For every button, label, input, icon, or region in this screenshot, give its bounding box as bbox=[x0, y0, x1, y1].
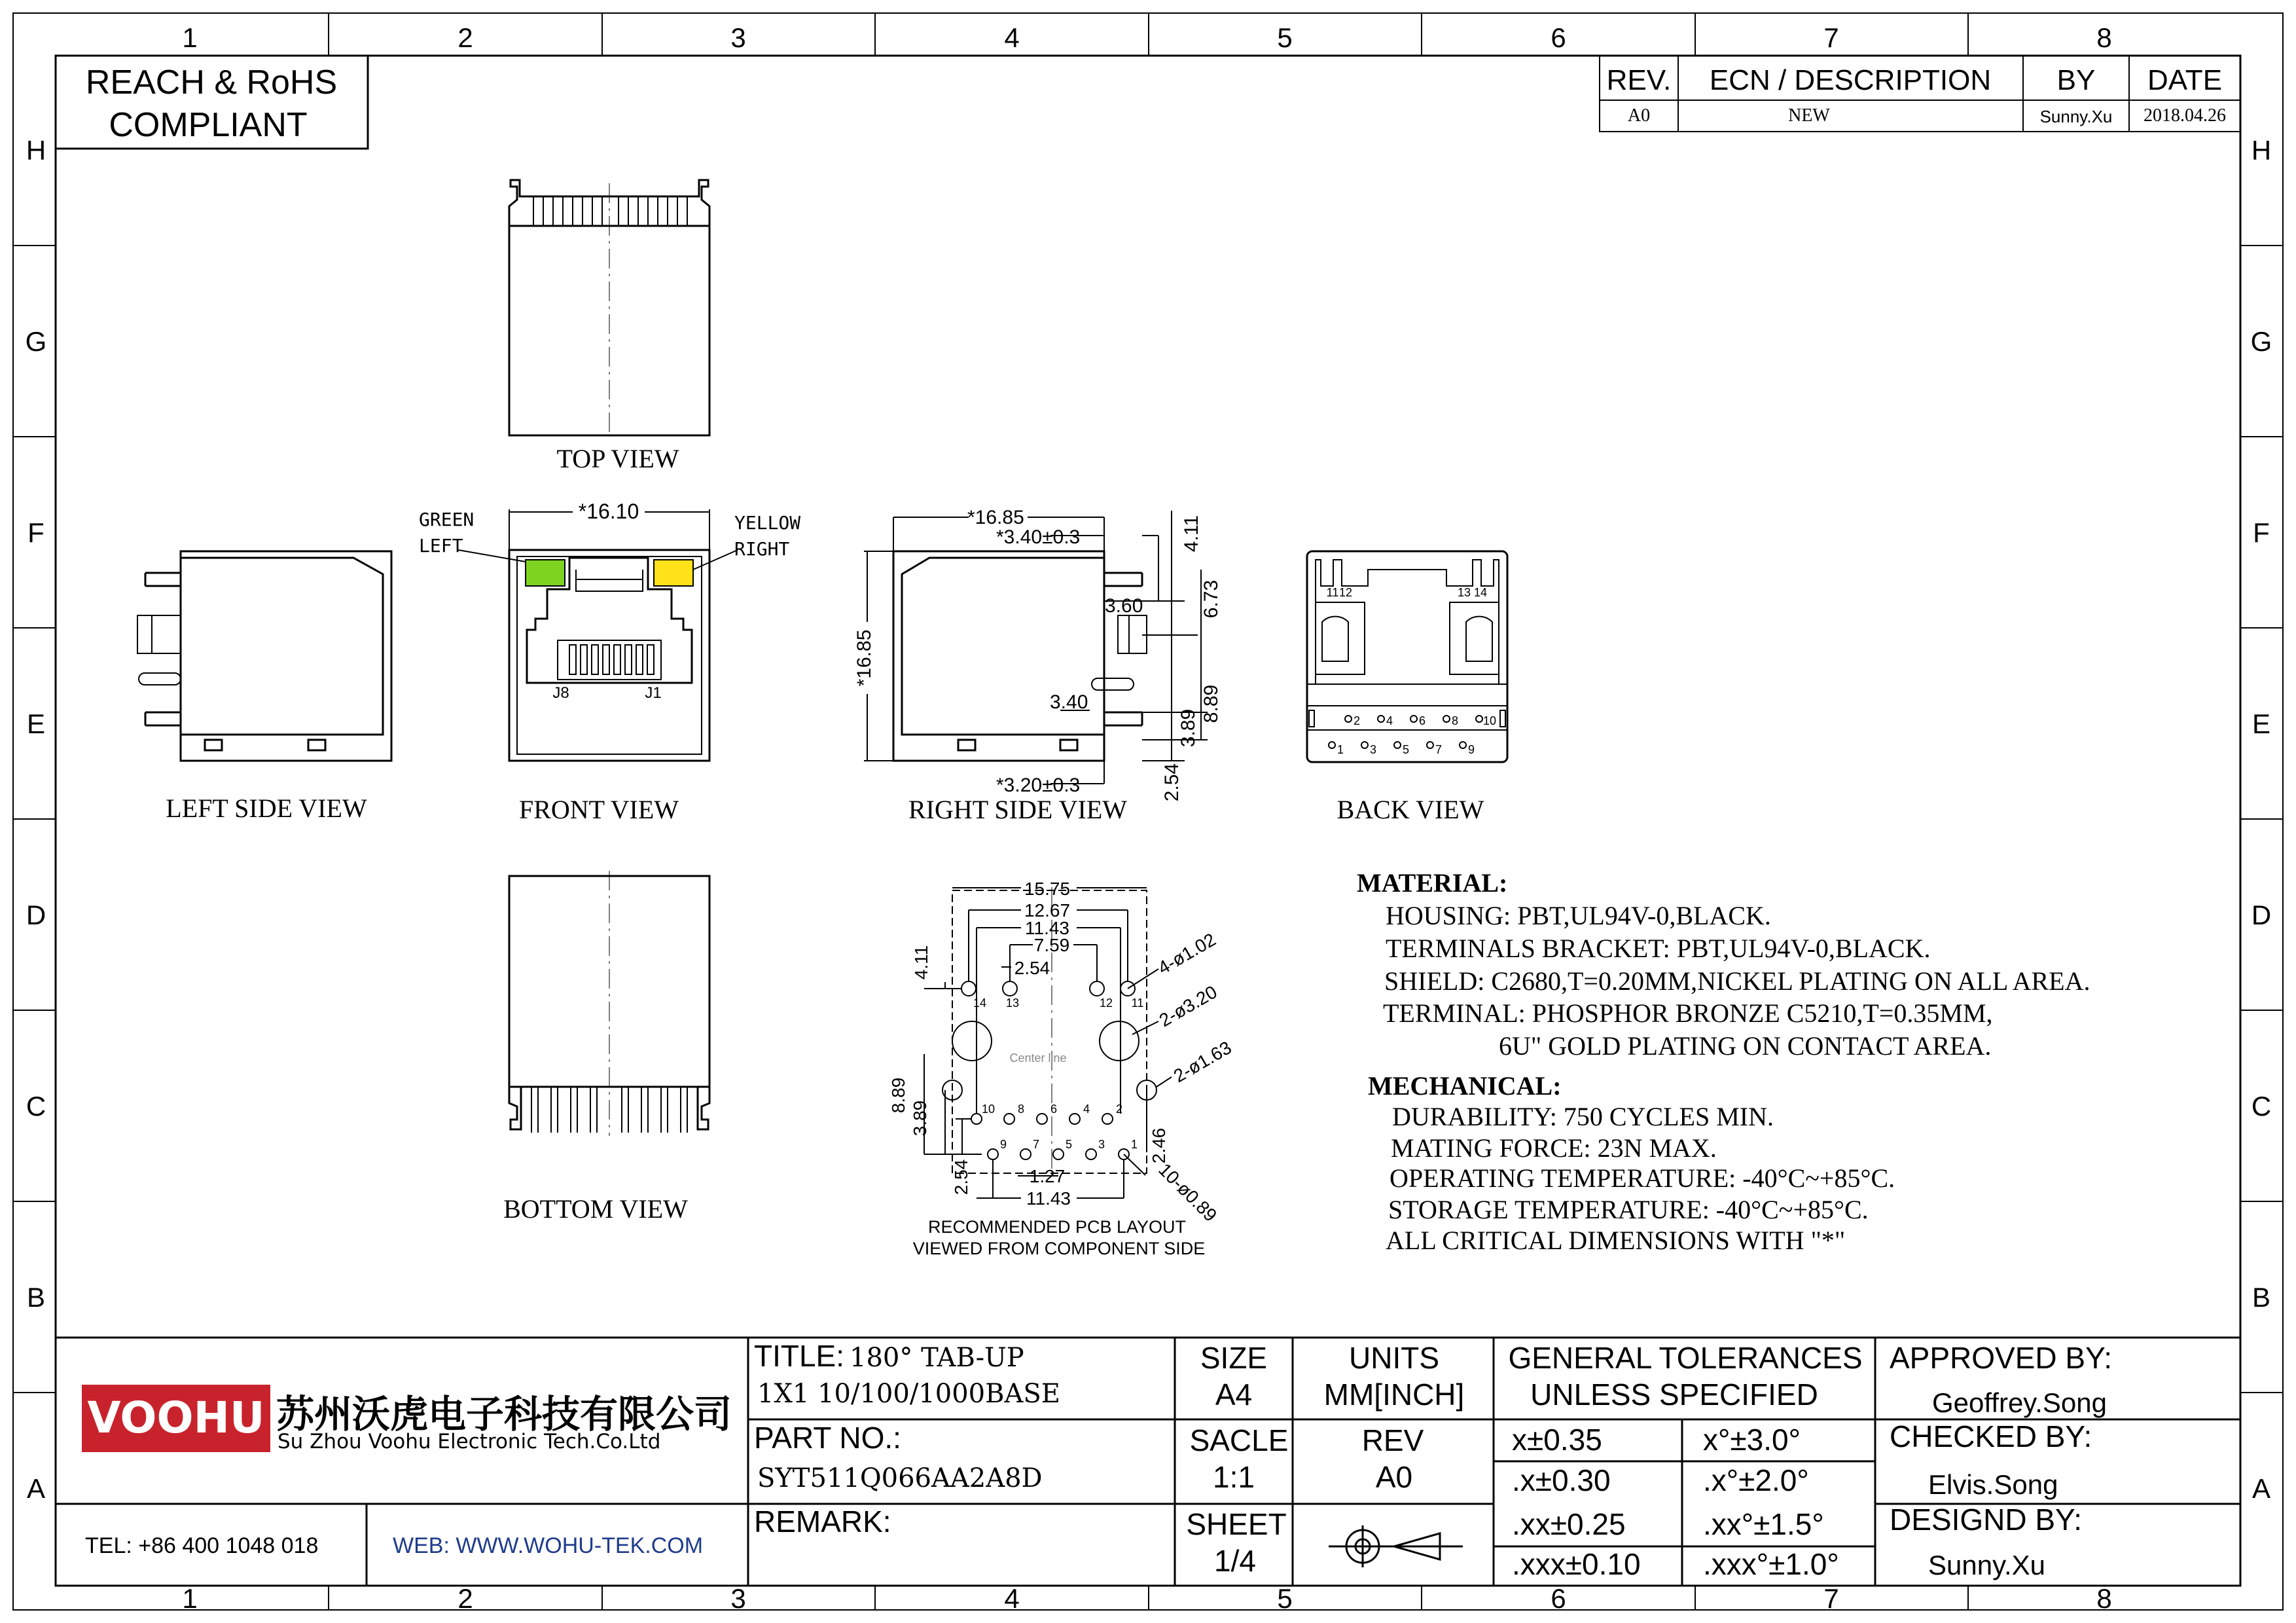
tel: TEL: +86 400 1048 018 bbox=[85, 1533, 319, 1558]
logo-text: VOOHU bbox=[87, 1393, 265, 1443]
back-pin: 14 bbox=[1473, 586, 1488, 599]
dim-2-54: 2.54 bbox=[1161, 763, 1183, 802]
checked-label: CHECKED BY: bbox=[1890, 1419, 2092, 1453]
checked-name: Elvis.Song bbox=[1928, 1469, 2058, 1500]
back-view-label: BACK VIEW bbox=[1336, 795, 1484, 824]
remark-label: REMARK: bbox=[754, 1504, 891, 1539]
tolerance-angular: .x°±2.0° bbox=[1703, 1463, 1809, 1497]
col-label: 6 bbox=[1551, 1583, 1566, 1614]
back-pin: 10 bbox=[1482, 714, 1497, 727]
rev-label: REV bbox=[1361, 1423, 1424, 1457]
back-pin: 7 bbox=[1435, 743, 1443, 756]
pcb-dim: 8.89 bbox=[888, 1077, 908, 1114]
pcb-dim: 3.89 bbox=[910, 1100, 930, 1137]
tolerance-heading-2: UNLESS SPECIFIED bbox=[1530, 1377, 1818, 1412]
tolerance-linear: .xxx±0.10 bbox=[1512, 1547, 1641, 1581]
rev-header-rev: REV. bbox=[1606, 64, 1672, 96]
company-name-cn: 苏州沃虎电子科技有限公司 bbox=[276, 1392, 732, 1436]
right-led-label: RIGHT bbox=[734, 538, 790, 560]
row-label: C bbox=[26, 1091, 46, 1122]
col-label: 4 bbox=[1004, 1583, 1020, 1614]
pcb-dim: 4.11 bbox=[911, 945, 931, 980]
front-width-dim: *16.10 bbox=[578, 500, 639, 523]
col-label: 3 bbox=[730, 22, 746, 53]
top-view-label: TOP VIEW bbox=[556, 444, 679, 473]
back-pin: 12 bbox=[1338, 586, 1353, 599]
back-pin: 9 bbox=[1467, 743, 1475, 756]
pcb-pin: 7 bbox=[1032, 1138, 1040, 1151]
col-label: 1 bbox=[182, 1583, 198, 1614]
material-line: TERMINALS BRACKET: PBT,UL94V-0,BLACK. bbox=[1386, 934, 1931, 963]
dim-6-73: 6.73 bbox=[1200, 579, 1222, 619]
row-label: G bbox=[2250, 326, 2272, 357]
pcb-pin: 11 bbox=[1131, 996, 1144, 1010]
dim-3-60: 3.60 bbox=[1105, 595, 1143, 617]
row-label: A bbox=[2251, 1473, 2271, 1504]
approved-label: APPROVED BY: bbox=[1890, 1341, 2113, 1375]
pcb-pin: 5 bbox=[1065, 1138, 1073, 1151]
left-led-label: LEFT bbox=[419, 535, 463, 556]
part-no-value: SYT511Q066AA2A8D bbox=[757, 1463, 1043, 1493]
col-label: 4 bbox=[1004, 22, 1020, 53]
mechanical-line: DURABILITY: 750 CYCLES MIN. bbox=[1392, 1102, 1774, 1131]
hole-callout: 4-ø1.02 bbox=[1154, 929, 1219, 979]
sheet-value: 1/4 bbox=[1214, 1544, 1256, 1578]
tolerance-angular: .xx°±1.5° bbox=[1703, 1507, 1824, 1541]
pcb-dim: 15.75 bbox=[1024, 879, 1071, 899]
bottom-view-label: BOTTOM VIEW bbox=[503, 1194, 688, 1224]
left-side-view-label: LEFT SIDE VIEW bbox=[166, 793, 367, 823]
left-side-view bbox=[137, 551, 391, 761]
back-pin: 8 bbox=[1451, 714, 1459, 727]
company-name-en: Su Zhou Voohu Electronic Tech.Co.Ltd bbox=[278, 1430, 661, 1453]
pcb-pin: 8 bbox=[1017, 1103, 1025, 1116]
tolerance-angular: .xxx°±1.0° bbox=[1703, 1547, 1839, 1581]
row-label: C bbox=[2251, 1091, 2272, 1122]
back-pin: 4 bbox=[1386, 714, 1393, 727]
pcb-pin: 2 bbox=[1115, 1103, 1123, 1116]
row-label: A bbox=[26, 1473, 46, 1504]
pcb-dim: 2.46 bbox=[1149, 1127, 1169, 1164]
row-label: F bbox=[27, 517, 45, 548]
back-pin: 2 bbox=[1353, 714, 1361, 727]
tolerance-angular: x°±3.0° bbox=[1703, 1423, 1801, 1457]
material-line: SHIELD: C2680,T=0.20MM,NICKEL PLATING ON ALL AREA. bbox=[1384, 966, 2090, 996]
pcb-pin: 1 bbox=[1130, 1138, 1138, 1151]
pcb-pin: 10 bbox=[981, 1103, 996, 1116]
col-label: 5 bbox=[1277, 1583, 1293, 1614]
compliance-line2: COMPLIANT bbox=[109, 106, 308, 144]
material-heading: MATERIAL: bbox=[1357, 868, 1508, 898]
pcb-pin: 6 bbox=[1050, 1103, 1058, 1116]
mechanical-line: OPERATING TEMPERATURE: -40°C~+85°C. bbox=[1390, 1163, 1895, 1193]
back-view bbox=[1307, 551, 1507, 762]
row-label: H bbox=[26, 135, 46, 166]
pcb-dim: 2.54 bbox=[1014, 958, 1050, 978]
row-label: F bbox=[2253, 517, 2270, 548]
pcb-dim: 11.43 bbox=[1025, 918, 1069, 938]
mechanical-line: STORAGE TEMPERATURE: -40°C~+85°C. bbox=[1388, 1195, 1869, 1224]
rev-date: 2018.04.26 bbox=[2144, 105, 2226, 126]
dim-height: *16.85 bbox=[853, 629, 875, 687]
mechanical-heading: MECHANICAL: bbox=[1368, 1071, 1562, 1101]
pcb-dim: 2.54 bbox=[951, 1159, 971, 1195]
material-line: HOUSING: PBT,UL94V-0,BLACK. bbox=[1386, 901, 1771, 930]
col-label: 2 bbox=[457, 1583, 473, 1614]
material-line: 6U" GOLD PLATING ON CONTACT AREA. bbox=[1499, 1031, 1992, 1061]
back-pin: 1 bbox=[1336, 743, 1344, 756]
col-label: 7 bbox=[1823, 1583, 1839, 1614]
right-side-view-label: RIGHT SIDE VIEW bbox=[908, 795, 1128, 824]
row-label: D bbox=[26, 900, 46, 930]
back-pin: 5 bbox=[1402, 743, 1410, 756]
right-side-view bbox=[893, 551, 1147, 761]
part-no-label: PART NO.: bbox=[754, 1421, 901, 1455]
col-label: 1 bbox=[182, 22, 198, 53]
col-label: 3 bbox=[730, 1583, 746, 1614]
scale-label: SACLE bbox=[1189, 1423, 1289, 1457]
pcb-dim: 11.43 bbox=[1026, 1188, 1071, 1209]
title-value-2: 1X1 10/100/1000BASE bbox=[757, 1379, 1060, 1409]
pcb-pin: 3 bbox=[1098, 1138, 1105, 1151]
size-value: A4 bbox=[1215, 1377, 1253, 1412]
size-label: SIZE bbox=[1200, 1341, 1268, 1375]
pcb-pin: 12 bbox=[1099, 996, 1113, 1010]
row-label: B bbox=[2251, 1282, 2271, 1313]
tolerance-heading-1: GENERAL TOLERANCES bbox=[1508, 1341, 1863, 1375]
pcb-pin: 14 bbox=[973, 996, 987, 1010]
back-pin: 11 bbox=[1326, 586, 1339, 599]
pcb-dim: 1.27 bbox=[1029, 1166, 1066, 1186]
row-label: B bbox=[26, 1282, 46, 1313]
rev-value-title: A0 bbox=[1375, 1460, 1413, 1494]
tolerance-linear: x±0.35 bbox=[1512, 1423, 1602, 1457]
pin-j1-label: J1 bbox=[645, 684, 662, 702]
title-value-1: 180° TAB-UP bbox=[850, 1343, 1024, 1373]
back-pin: 6 bbox=[1418, 714, 1426, 727]
tolerance-linear: .xx±0.25 bbox=[1512, 1507, 1626, 1541]
top-view bbox=[509, 180, 709, 435]
dim-offset-top: *3.40±0.3 bbox=[996, 526, 1081, 548]
yellow-led-label: YELLOW bbox=[734, 512, 801, 534]
col-label: 8 bbox=[2096, 1583, 2112, 1614]
material-line: TERMINAL: PHOSPHOR BRONZE C5210,T=0.35MM, bbox=[1383, 998, 1993, 1028]
green-led bbox=[526, 560, 565, 586]
dim-3-40: 3.40 bbox=[1050, 691, 1088, 713]
pcb-dim: 7.59 bbox=[1033, 935, 1070, 955]
rev-header-date: DATE bbox=[2147, 64, 2223, 96]
yellow-led bbox=[654, 560, 693, 586]
website-link[interactable]: WEB: WWW.WOHU-TEK.COM bbox=[393, 1533, 704, 1558]
green-led-label: GREEN bbox=[419, 509, 475, 530]
row-label: G bbox=[25, 326, 47, 357]
projection-symbol bbox=[1329, 1525, 1463, 1567]
hole-callout: 10-ø0.89 bbox=[1155, 1159, 1221, 1226]
front-view-label: FRONT VIEW bbox=[518, 795, 679, 824]
row-label: H bbox=[2251, 135, 2272, 166]
rev-header-ecn: ECN / DESCRIPTION bbox=[1709, 64, 1992, 96]
sheet-label: SHEET bbox=[1186, 1507, 1287, 1541]
tolerance-linear: .x±0.30 bbox=[1512, 1463, 1611, 1497]
dim-width: *16.85 bbox=[967, 507, 1024, 528]
col-label: 5 bbox=[1277, 22, 1293, 53]
compliance-box bbox=[56, 56, 368, 149]
dim-4-11: 4.11 bbox=[1181, 515, 1202, 553]
designed-label: DESIGND BY: bbox=[1890, 1503, 2082, 1537]
dim-8-89: 8.89 bbox=[1200, 684, 1222, 723]
compliance-line1: REACH & RoHS bbox=[85, 64, 338, 101]
mechanical-line: MATING FORCE: 23N MAX. bbox=[1391, 1133, 1717, 1163]
units-label: UNITS bbox=[1349, 1341, 1439, 1375]
col-label: 2 bbox=[457, 22, 473, 53]
pcb-pin: 9 bbox=[999, 1138, 1007, 1151]
dim-offset-bottom: *3.20±0.3 bbox=[996, 775, 1081, 796]
pcb-caption-2: VIEWED FROM COMPONENT SIDE bbox=[912, 1239, 1206, 1258]
mechanical-line: ALL CRITICAL DIMENSIONS WITH "*" bbox=[1386, 1226, 1846, 1255]
scale-value: 1:1 bbox=[1213, 1460, 1255, 1494]
bottom-view bbox=[509, 871, 709, 1136]
rev-header-by: BY bbox=[2056, 64, 2096, 96]
designed-name: Sunny.Xu bbox=[1928, 1550, 2046, 1580]
pcb-caption-1: RECOMMENDED PCB LAYOUT bbox=[927, 1217, 1187, 1237]
row-label: E bbox=[26, 708, 46, 739]
pcb-pin: 4 bbox=[1083, 1103, 1090, 1116]
back-pin: 3 bbox=[1369, 743, 1377, 756]
hole-callout: 2-ø1.63 bbox=[1170, 1037, 1235, 1087]
col-label: 7 bbox=[1823, 22, 1839, 53]
approved-name: Geoffrey.Song bbox=[1932, 1387, 2107, 1418]
row-label: D bbox=[2251, 900, 2272, 930]
row-label: E bbox=[2251, 708, 2271, 739]
rev-value: A0 bbox=[1627, 105, 1651, 126]
title-label: TITLE: bbox=[754, 1339, 845, 1373]
rev-description: NEW bbox=[1788, 105, 1830, 126]
dim-3-89: 3.89 bbox=[1177, 708, 1199, 748]
rev-by: Sunny.Xu bbox=[2039, 107, 2113, 126]
pin-j8-label: J8 bbox=[552, 684, 569, 702]
hole-callout: 2-ø3.20 bbox=[1155, 981, 1221, 1031]
col-label: 6 bbox=[1551, 22, 1566, 53]
col-label: 8 bbox=[2096, 22, 2112, 53]
pcb-dim: 12.67 bbox=[1024, 900, 1071, 921]
back-pin: 13 bbox=[1457, 586, 1471, 599]
center-line-label: Center line bbox=[1009, 1051, 1067, 1065]
pcb-pin: 13 bbox=[1005, 996, 1020, 1010]
units-value: MM[INCH] bbox=[1323, 1377, 1465, 1412]
